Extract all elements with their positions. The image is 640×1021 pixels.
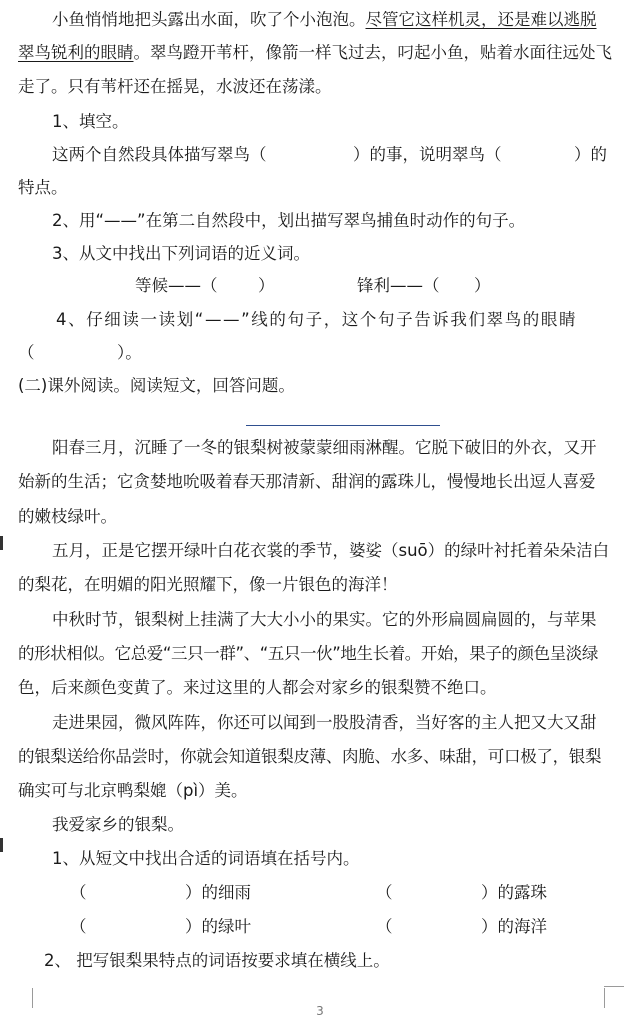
article-p1-line3: 的嫩枝绿叶。 (18, 507, 117, 526)
blank-4-suffix: ）的海洋 (481, 917, 547, 936)
blank-2-open: （ (376, 883, 393, 902)
page-corner-right-top (604, 986, 624, 987)
article-p2-line2: 的梨花，在明媚的阳光照耀下，像一片银色的海洋！ (18, 575, 398, 594)
separator-line (246, 425, 440, 426)
blank-4-open: （ (376, 917, 393, 936)
synonym-2-close: ） (474, 276, 491, 295)
question-b2: 2、 把写银梨果特点的词语按要求填在横线上。 (44, 951, 390, 970)
underlined-sentence-part2: 翠鸟锐利的眼睛 (18, 43, 134, 62)
question-b1-title: 1、从短文中找出合适的词语填在括号内。 (52, 849, 360, 868)
synonym-2-prompt: 锋利——（ (357, 276, 440, 295)
passage1-line2 (18, 42, 612, 64)
question-1-line1b: ）的事，说明翠鸟（ (353, 145, 502, 164)
question-3-title: 3、从文中找出下列词语的近义词。 (52, 244, 310, 263)
passage1-line1 (52, 9, 597, 31)
article-p4-line3: 确实可与北京鸭梨媲（pì）美。 (18, 781, 248, 800)
article-p3-line1: 中秋时节，银梨树上挂满了大大小小的果实。它的外形扁圆扁圆的，与苹果 (52, 610, 597, 629)
article-p3-line3: 色，后来颜色变黄了。来过这里的人都会对家乡的银梨赞不绝口。 (18, 678, 497, 697)
blank-3-suffix: ）的绿叶 (185, 917, 251, 936)
question-2: 2、用“——”在第二自然段中，划出描写翠鸟捕鱼时动作的句子。 (52, 211, 526, 230)
question-1-line2: 特点。 (18, 178, 68, 197)
question-1-line1c: ）的 (574, 145, 607, 164)
article-p1-line1: 阳春三月，沉睡了一冬的银梨树被蒙蒙细雨淋醒。它脱下破旧的外衣，又开 (52, 438, 597, 457)
blank-2-suffix: ）的露珠 (481, 883, 547, 902)
article-p4-line2: 的银梨送给你品尝时，你就会知道银梨皮薄、肉脆、水多、味甜，可口极了，银梨 (18, 747, 602, 766)
blank-1-suffix: ）的细雨 (185, 883, 251, 902)
article-p1-line2: 始新的生活；它贪婪地吮吸着春天那清新、甜润的露珠儿，慢慢地长出逗人喜爱 (18, 472, 596, 491)
article-p4-line1: 走进果园，微风阵阵，你还可以闻到一股股清香，当好客的主人把又大又甜 (52, 713, 597, 732)
passage1-line2-text: 。翠鸟蹬开苇杆，像箭一样飞过去，叼起小鱼，贴着水面往远处飞 (133, 43, 612, 62)
blank-3-open: （ (70, 917, 87, 936)
passage1-line3: 走了。只有苇杆还在摇晃，水波还在荡漾。 (18, 77, 332, 96)
passage1-line1-text: 小鱼悄悄地把头露出水面，吹了个小泡泡。 (52, 10, 366, 29)
question-4-open: （ (18, 343, 35, 362)
margin-mark-2 (0, 838, 3, 852)
question-4-close: ）。 (117, 343, 142, 362)
question-1-line1a: 这两个自然段具体描写翠鸟（ (52, 145, 267, 164)
page-number: 3 (316, 1004, 324, 1018)
question-4-line1: 4、仔细读一读划“——”线的句子，这个句子告诉我们翠鸟的眼睛 (56, 310, 578, 329)
underlined-sentence-part1: 尽管它这样机灵，还是难以逃脱 (365, 10, 597, 29)
question-1-title: 1、填空。 (52, 112, 129, 131)
synonym-1-close: ） (258, 276, 275, 295)
margin-mark-1 (0, 536, 3, 550)
section-2-heading: (二)课外阅读。阅读短文，回答问题。 (18, 376, 295, 395)
synonym-1-prompt: 等候——（ (135, 276, 218, 295)
article-p5: 我爱家乡的银梨。 (52, 815, 184, 834)
article-p2-line1: 五月，正是它摆开绿叶白花衣裳的季节，婆娑（suō）的绿叶衬托着朵朵洁白 (52, 541, 610, 560)
article-p3-line2: 的形状相似。它总爱“三只一群”、“五只一伙”地生长着。开始，果子的颜色呈淡绿 (18, 644, 598, 663)
blank-1-open: （ (70, 883, 87, 902)
